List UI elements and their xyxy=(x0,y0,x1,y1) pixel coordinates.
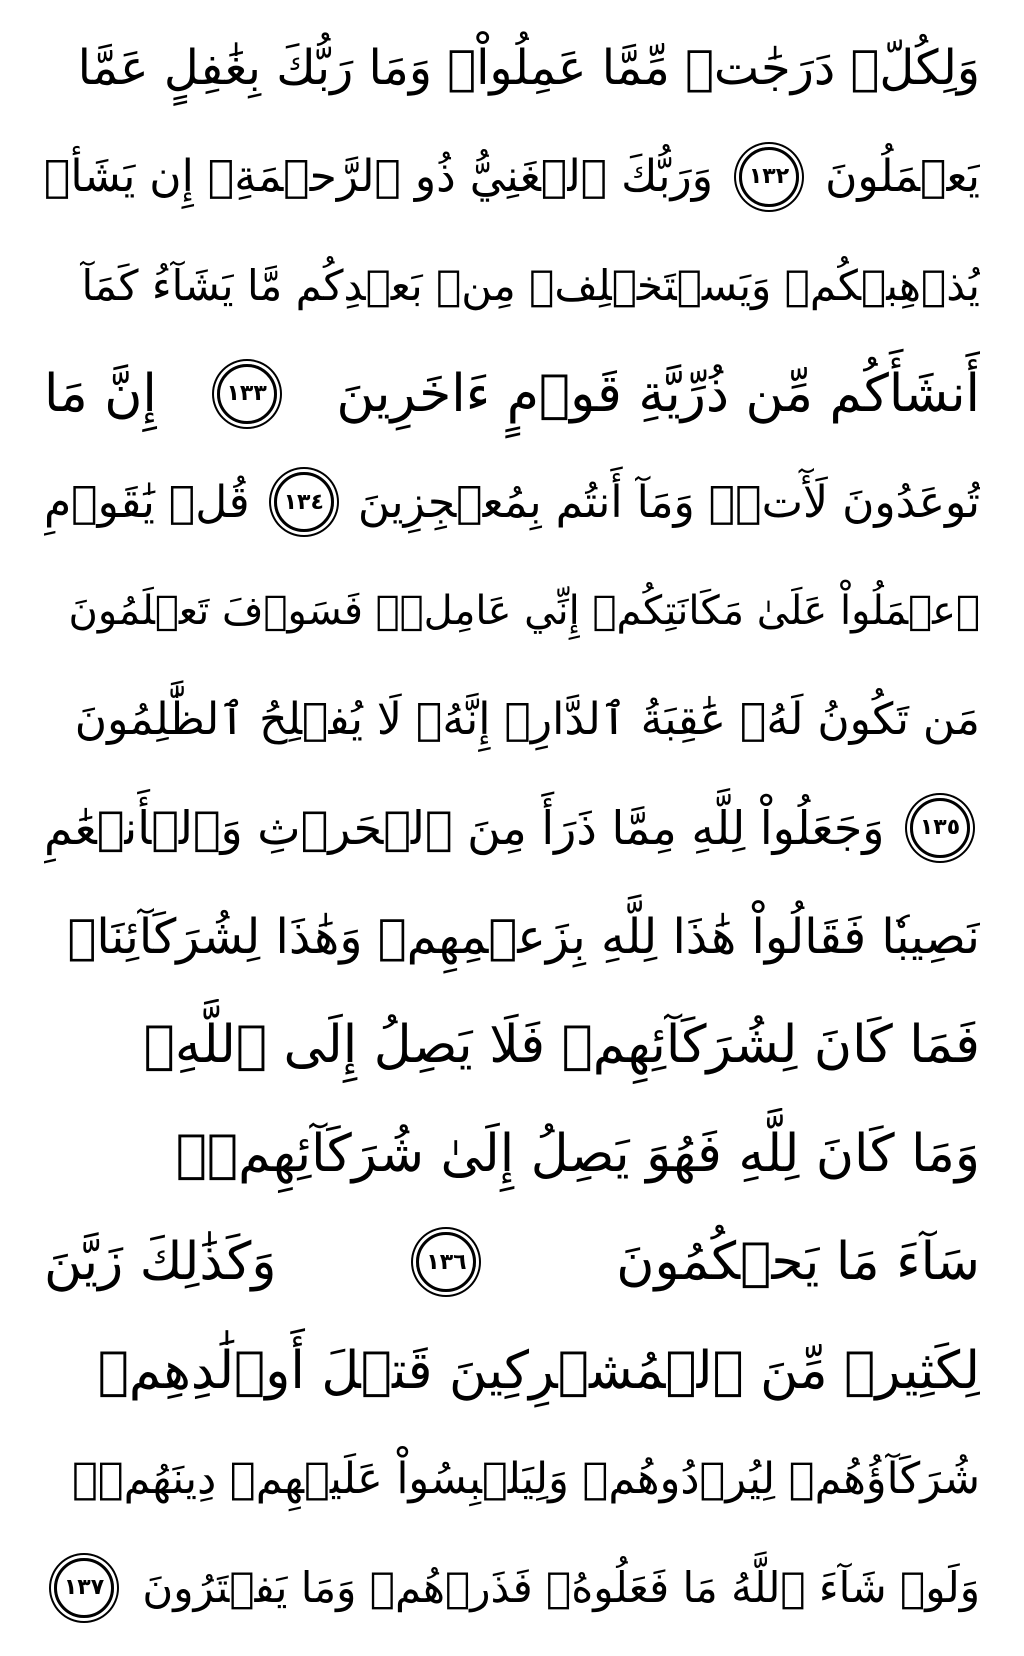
verse-text: وَجَعَلُواْ لِلَّهِ مِمَّا ذَرَأَ مِنَ ٱلۡحَرۡثِ وَٱلۡأَنۡعَٰمِ xyxy=(44,800,885,855)
verse-text: سَآءَ مَا يَحۡكُمُونَ xyxy=(616,1232,980,1293)
verse-text: لِكَثِيرٖ مِّنَ ٱلۡمُشۡرِكِينَ قَتۡلَ أَوۡلَٰدِهِمۡ xyxy=(97,1340,980,1401)
verse-text: شُرَكَآؤُهُمۡ لِيُرۡدُوهُمۡ وَلِيَلۡبِسُواْ عَلَيۡهِمۡ دِينَهُمۡۖ xyxy=(72,1454,980,1505)
ayah-number-marker: ١٣٦ xyxy=(416,1232,476,1292)
verse-text: يَعۡمَلُونَ xyxy=(825,151,980,203)
verse-text: وَمَا كَانَ لِلَّهِ فَهُوَ يَصِلُ إِلَىٰ شُرَكَآئِهِمۡۗ xyxy=(175,1123,980,1184)
verse-line xyxy=(44,782,980,874)
verse-text: وَرَبُّكَ ٱلۡغَنِيُّ ذُو ٱلرَّحۡمَةِۚ إِن يَشَأۡ xyxy=(44,151,713,203)
verse-text: فَمَا كَانَ لِشُرَكَآئِهِمۡ فَلَا يَصِلُ إِلَى ٱللَّهِۖ xyxy=(143,1015,980,1076)
verse-text: مَن تَكُونُ لَهُۥ عَٰقِبَةُ ٱلدَّارِۚ إِنَّهُۥ لَا يُفۡلِحُ ٱلظَّٰلِمُونَ xyxy=(74,693,980,745)
verse-line xyxy=(44,131,980,223)
verse-text: يُذۡهِبۡكُمۡ وَيَسۡتَخۡلِفۡ مِنۢ بَعۡدِكُم مَّا يَشَآءُ كَمَآ xyxy=(81,260,980,310)
verse-text: إِنَّ مَا xyxy=(44,363,157,424)
verse-lines xyxy=(44,22,980,1634)
verse-line xyxy=(44,999,980,1091)
verse-text: قُلۡ يَٰقَوۡمِ xyxy=(44,476,250,528)
verse-line xyxy=(44,1216,980,1308)
verse-line xyxy=(44,565,980,657)
verse-line xyxy=(44,239,980,331)
verse-line xyxy=(44,22,980,114)
verse-text: وَكَذَٰلِكَ زَيَّنَ xyxy=(44,1232,277,1293)
verse-line xyxy=(44,348,980,440)
verse-line xyxy=(44,1542,980,1634)
verse-text: وَلِكُلّٖ دَرَجَٰتٞ مِّمَّا عَمِلُواْۚ وَمَا رَبُّكَ بِغَٰفِلٍ عَمَّا xyxy=(77,40,980,96)
verse-line xyxy=(44,891,980,983)
verse-line xyxy=(44,673,980,765)
verse-line xyxy=(44,1108,980,1200)
ayah-number-marker: ١٣٤ xyxy=(274,472,334,532)
ayah-number-marker: ١٣٥ xyxy=(910,798,970,858)
verse-line xyxy=(44,456,980,548)
ayah-number-marker: ١٣٧ xyxy=(54,1558,114,1618)
verse-line xyxy=(44,1325,980,1417)
verse-text: تُوعَدُونَ لَأٓتٖۖ وَمَآ أَنتُم بِمُعۡجِزِينَ xyxy=(357,476,980,528)
verse-text: ٱعۡمَلُواْ عَلَىٰ مَكَانَتِكُمۡ إِنِّي عَامِلٞۖ فَسَوۡفَ تَعۡلَمُونَ xyxy=(68,587,980,634)
verse-line xyxy=(44,1433,980,1525)
ayah-number-marker: ١٣٣ xyxy=(217,364,277,424)
verse-text: وَلَوۡ شَآءَ ٱللَّهُ مَا فَعَلُوهُۖ فَذَرۡهُمۡ وَمَا يَفۡتَرُونَ xyxy=(142,1563,980,1613)
ayah-number-marker: ١٣٢ xyxy=(739,147,799,207)
verse-text: أَنشَأَكُم مِّن ذُرِّيَّةِ قَوۡمٍ ءَاخَرِينَ xyxy=(336,363,980,424)
verse-text: نَصِيبٗا فَقَالُواْ هَٰذَا لِلَّهِ بِزَعۡمِهِمۡ وَهَٰذَا لِشُرَكَآئِنَاۖ xyxy=(67,908,980,965)
